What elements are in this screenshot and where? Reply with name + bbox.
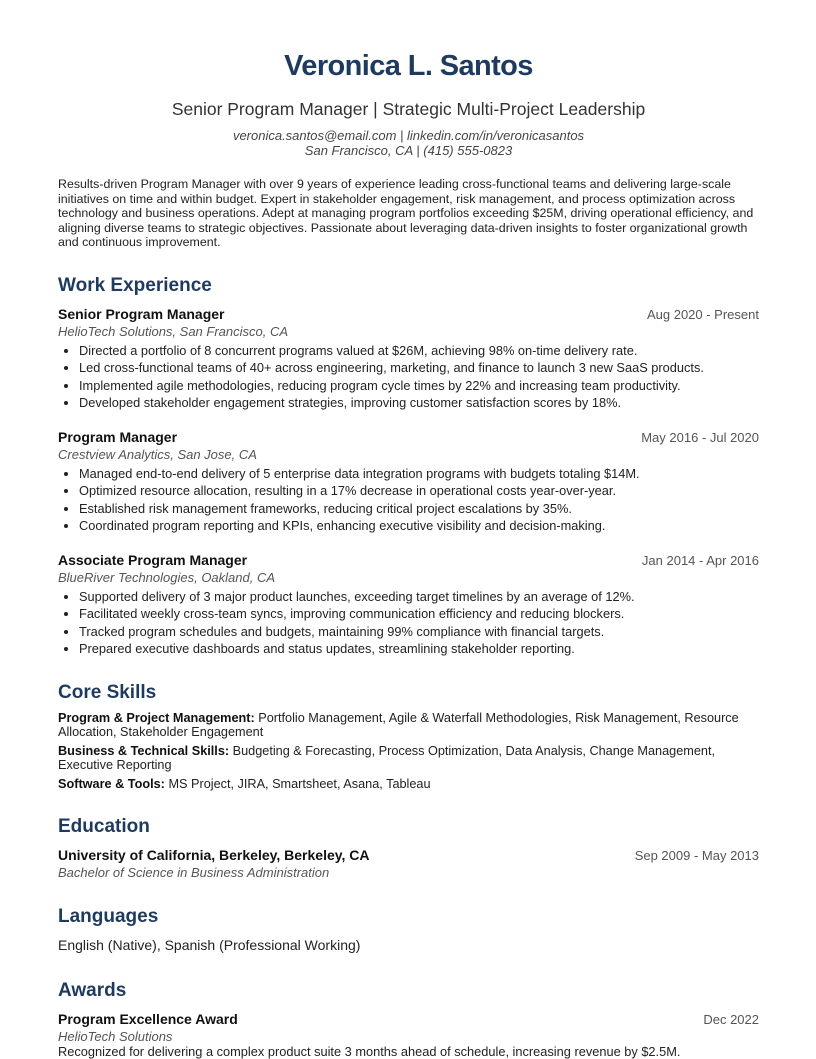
job-organization: HelioTech Solutions, San Francisco, CA bbox=[58, 324, 289, 339]
section-heading-work: Work Experience bbox=[58, 275, 212, 296]
job-bullets bbox=[58, 588, 759, 657]
skill-group-label: Business & Technical Skills: bbox=[58, 744, 230, 758]
summary-paragraph: Results-driven Program Manager with over 9 years of experience leading cross-functional teams and delivering large-scale initiatives on time and within budget. Expert in stakeholder engagement, risk management, and process optimization across technology and business operations. Adept at managing program portfolios exceeding $25M, driving operational efficiency, and aligning diverse teams to strategic objectives. Passionate about leveraging data-driven insights to foster organizational growth and continuous improvement. bbox=[58, 177, 754, 250]
skill-group bbox=[58, 711, 759, 739]
award-organization: HelioTech Solutions bbox=[58, 1029, 173, 1044]
bullet-item: • Developed stakeholder engagement strategies, improving customer satisfaction scores by 18%. bbox=[79, 394, 759, 411]
section-heading-languages: Languages bbox=[58, 906, 159, 927]
bullet-item: • Established risk management frameworks, reducing critical project escalations by 35%. bbox=[79, 500, 759, 517]
skill-group-values: MS Project, JIRA, Smartsheet, Asana, Tableau bbox=[164, 777, 431, 791]
job-dates: Jan 2014 - Apr 2016 bbox=[641, 553, 759, 568]
bullet-item: • Led cross-functional teams of 40+ across engineering, marketing, and finance to launch 3 new SaaS products. bbox=[79, 359, 759, 376]
bullet-item: • Tracked program schedules and budgets, maintaining 99% compliance with financial targets. bbox=[79, 623, 759, 640]
job-title: Associate Program Manager bbox=[58, 552, 248, 568]
languages-list: English (Native), Spanish (Professional Working) bbox=[58, 937, 361, 953]
award-date: Dec 2022 bbox=[703, 1012, 759, 1027]
job-dates: Aug 2020 - Present bbox=[646, 307, 759, 322]
skill-group-label: Program & Project Management: bbox=[58, 711, 255, 725]
bullet-item: • Directed a portfolio of 8 concurrent programs valued at $26M, achieving 98% on-time delivery rate. bbox=[79, 342, 759, 359]
skill-group bbox=[58, 777, 759, 791]
award-description: Recognized for delivering a complex product suite 3 months ahead of schedule, increasing revenue by $2.5M. bbox=[58, 1044, 681, 1059]
skill-group bbox=[58, 744, 759, 772]
award-title: Program Excellence Award bbox=[58, 1011, 238, 1027]
bullet-item: • Facilitated weekly cross-team syncs, improving communication efficiency and reducing blockers. bbox=[79, 605, 759, 622]
degree: Bachelor of Science in Business Administration bbox=[58, 865, 330, 880]
bullet-item: • Coordinated program reporting and KPIs, enhancing executive visibility and decision-making. bbox=[79, 517, 759, 534]
job-bullets bbox=[58, 342, 759, 411]
candidate-name: Veronica L. Santos bbox=[284, 50, 533, 82]
bullet-item: • Optimized resource allocation, resulting in a 17% decrease in operational costs year-over-year. bbox=[79, 482, 759, 499]
job-organization: Crestview Analytics, San Jose, CA bbox=[58, 447, 257, 462]
bullet-item: • Supported delivery of 3 major product launches, exceeding target timelines by an average of 12%. bbox=[79, 588, 759, 605]
section-heading-education: Education bbox=[58, 816, 150, 837]
section-heading-skills: Core Skills bbox=[58, 682, 157, 703]
skill-group-label: Software & Tools: bbox=[58, 777, 165, 791]
job-title: Program Manager bbox=[58, 429, 178, 445]
bullet-item: • Managed end-to-end delivery of 5 enterprise data integration programs with budgets totaling $14M. bbox=[79, 465, 759, 482]
job-bullets bbox=[58, 465, 759, 534]
job-dates: May 2016 - Jul 2020 bbox=[641, 430, 759, 445]
bullet-item: • Prepared executive dashboards and status updates, streamlining stakeholder reporting. bbox=[79, 640, 759, 657]
skill-group-values: Budgeting & Forecasting, Process Optimization, Data Analysis, Change Management, Executive Reporting bbox=[58, 744, 716, 772]
school-name: University of California, Berkeley, Berkeley, CA bbox=[58, 847, 370, 863]
bullet-item: • Implemented agile methodologies, reducing program cycle times by 22% and increasing team productivity. bbox=[79, 377, 759, 394]
job-organization: BlueRiver Technologies, Oakland, CA bbox=[58, 570, 276, 585]
education-dates: Sep 2009 - May 2013 bbox=[634, 848, 759, 863]
headline: Senior Program Manager | Strategic Multi-Project Leadership bbox=[171, 99, 646, 119]
skill-group-values: Portfolio Management, Agile & Waterfall Methodologies, Risk Management, Resource Allocation, Stakeholder Engagement bbox=[58, 711, 739, 739]
section-heading-awards: Awards bbox=[58, 980, 127, 1001]
job-title: Senior Program Manager bbox=[58, 306, 225, 322]
contact-line-email-linkedin: veronica.santos@email.com | linkedin.com/in/veronicasantos bbox=[232, 128, 585, 143]
contact-line-location-phone: San Francisco, CA | (415) 555-0823 bbox=[304, 143, 513, 158]
